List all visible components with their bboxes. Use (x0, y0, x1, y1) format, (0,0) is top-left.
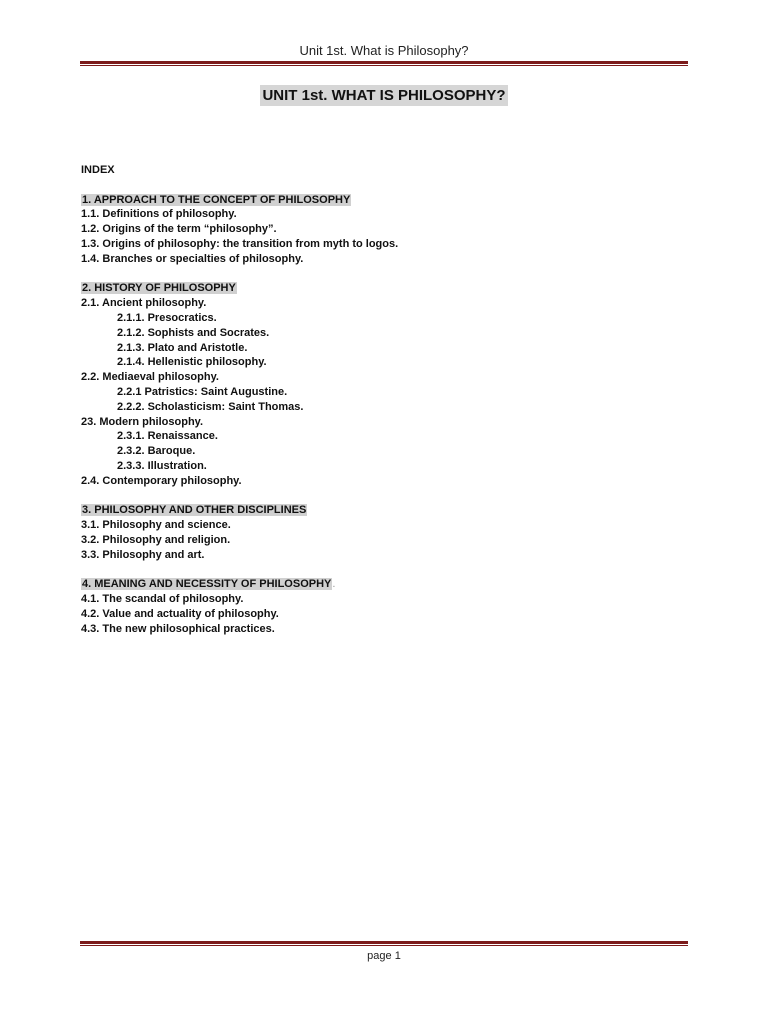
index-content (81, 163, 681, 637)
toc-subitem: 2.2.2. Scholasticism: Saint Thomas. (117, 400, 304, 413)
running-header: Unit 1st. What is Philosophy? (299, 43, 469, 58)
toc-item: 23. Modern philosophy. (81, 415, 204, 428)
toc-item: 4.1. The scandal of philosophy. (81, 593, 244, 606)
toc-item: 3.3. Philosophy and art. (81, 548, 205, 561)
toc-subitem: 2.3.3. Illustration. (117, 459, 207, 472)
toc-item: 2.4. Contemporary philosophy. (81, 474, 242, 487)
toc-item: 2.1. Ancient philosophy. (81, 297, 207, 310)
toc-item: 3.1. Philosophy and science. (81, 519, 231, 532)
toc-subitem: 2.1.3. Plato and Aristotle. (117, 341, 248, 354)
toc-item: 1.1. Definitions of philosophy. (81, 208, 237, 221)
section-heading-3: 3. PHILOSOPHY AND OTHER DISCIPLINES (82, 504, 307, 517)
toc-subitem: 2.1.1. Presocratics. (117, 311, 217, 324)
toc-subitem: 2.1.4. Hellenistic philosophy. (117, 356, 267, 369)
index-label: INDEX (81, 164, 115, 176)
toc-item: 4.2. Value and actuality of philosophy. (81, 607, 279, 620)
toc-item: 1.2. Origins of the term “philosophy”. (81, 223, 277, 236)
document-title (0, 87, 768, 105)
toc-subitem: 2.3.1. Renaissance. (117, 430, 218, 443)
toc-subitem: 2.2.1 Patristics: Saint Augustine. (117, 385, 288, 398)
page-number: page 1 (367, 950, 401, 962)
toc-subitem: 2.1.2. Sophists and Socrates. (117, 326, 270, 339)
document-title-text: UNIT 1st. WHAT IS PHILOSOPHY? (262, 87, 506, 104)
section-heading-2: 2. HISTORY OF PHILOSOPHY (82, 282, 236, 295)
section-heading-1: 1. APPROACH TO THE CONCEPT OF PHILOSOPHY (82, 193, 351, 206)
toc-item: 1.3. Origins of philosophy: the transition from myth to logos. (81, 237, 399, 250)
toc-item: 3.2. Philosophy and religion. (81, 533, 231, 546)
toc-item: 4.3. The new philosophical practices. (81, 622, 275, 635)
footer-rule (80, 941, 688, 946)
toc-item: 1.4. Branches or specialties of philosophy. (81, 252, 304, 265)
toc-item: 2.2. Mediaeval philosophy. (81, 371, 219, 384)
toc-subitem: 2.3.2. Baroque. (117, 445, 196, 458)
section-heading-4: 4. MEANING AND NECESSITY OF PHILOSOPHY. (82, 578, 336, 591)
header-rule (80, 61, 688, 66)
